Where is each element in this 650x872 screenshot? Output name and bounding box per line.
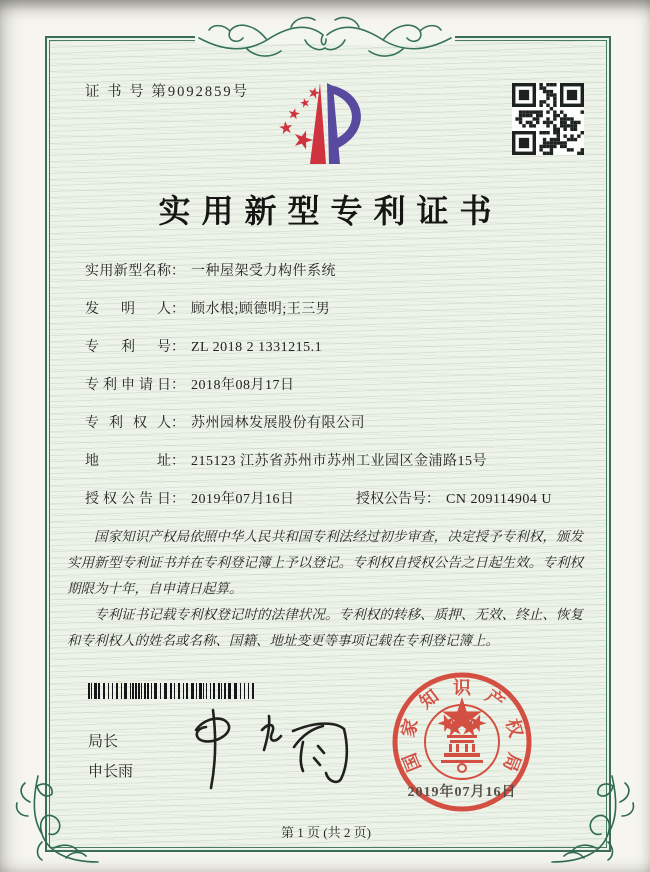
national-emblem-icon — [425, 705, 499, 779]
seal-char: 家 — [397, 716, 422, 740]
director-name: 申长雨 — [88, 764, 134, 780]
director-block — [88, 727, 133, 787]
field-patentee: 专利权人： 苏州园林发展股份有限公司 — [85, 412, 365, 432]
field-grant-row — [85, 488, 552, 508]
legal-paragraph-1: 国家知识产权局依照中华人民共和国专利法经过初步审查，决定授予专利权，颁发实用新型专利证书并在专利登记簿上予以登记。专利权自授权公告之日起生效。专利权期限为十年，自申请日起算。 — [67, 529, 583, 596]
cnipa-logo-icon — [270, 76, 380, 170]
field-inventors: 发明人： 顾水根;顾德明;王三男 — [85, 298, 330, 318]
page-number: 第 1 页 (共 2 页) — [281, 825, 371, 840]
field-value: 一种屋架受力构件系统 — [191, 264, 336, 279]
field-label: 发明人 — [85, 302, 171, 317]
certificate-number: 证 书 号 第9092859号 — [85, 84, 250, 100]
field-label: 专利号 — [85, 340, 171, 355]
field-grant-number: 授权公告号： CN 209114904 U — [356, 492, 553, 507]
legal-paragraph-2: 专利证书记载专利权登记时的法律状况。专利权的转移、质押、无效、终止、恢复和专利权人的姓名或名称、国籍、地址变更等事项记载在专利登记簿上。 — [67, 606, 583, 648]
seal-char: 知 — [415, 685, 443, 713]
seal-date: 2019年07月16日 — [407, 785, 517, 800]
field-address: 地址： 215123 江苏省苏州市苏州工业园区金浦路15号 — [85, 450, 487, 470]
seal-char: 局 — [499, 750, 525, 775]
field-label: 实用新型名称 — [85, 264, 171, 279]
director-title: 局长 — [88, 734, 119, 750]
seal-char: 识 — [453, 678, 471, 698]
bottom-right-flourish-icon — [546, 772, 644, 870]
seal-char: 国 — [399, 750, 425, 775]
barcode — [88, 683, 258, 699]
field-value: ZL 2018 2 1331215.1 — [191, 340, 323, 355]
director-signature — [170, 700, 355, 792]
field-grant-date: 授权公告日： 2019年07月16日 — [85, 492, 295, 507]
field-value: 苏州园林发展股份有限公司 — [191, 416, 365, 431]
field-label: 专利权人 — [85, 416, 171, 431]
field-value: 2018年08月17日 — [191, 378, 295, 393]
field-patent-number: 专利号： ZL 2018 2 1331215.1 — [85, 336, 322, 356]
seal-char: 产 — [481, 685, 509, 713]
qr-code — [512, 83, 584, 155]
legal-text — [67, 524, 583, 654]
field-value: 顾水根;顾德明;王三男 — [191, 302, 331, 317]
field-value: 215123 江苏省苏州市苏州工业园区金浦路15号 — [191, 454, 487, 469]
seal-char: 权 — [502, 716, 527, 740]
field-label: 专利申请日 — [85, 378, 171, 393]
official-seal — [386, 664, 538, 826]
field-filing-date: 专利申请日： 2018年08月17日 — [85, 374, 295, 394]
certificate-title: 实用新型专利证书 — [158, 193, 503, 229]
top-dragon-ornament-icon — [195, 10, 455, 65]
field-name: 实用新型名称： 一种屋架受力构件系统 — [85, 260, 336, 280]
field-label: 地址 — [85, 454, 171, 469]
